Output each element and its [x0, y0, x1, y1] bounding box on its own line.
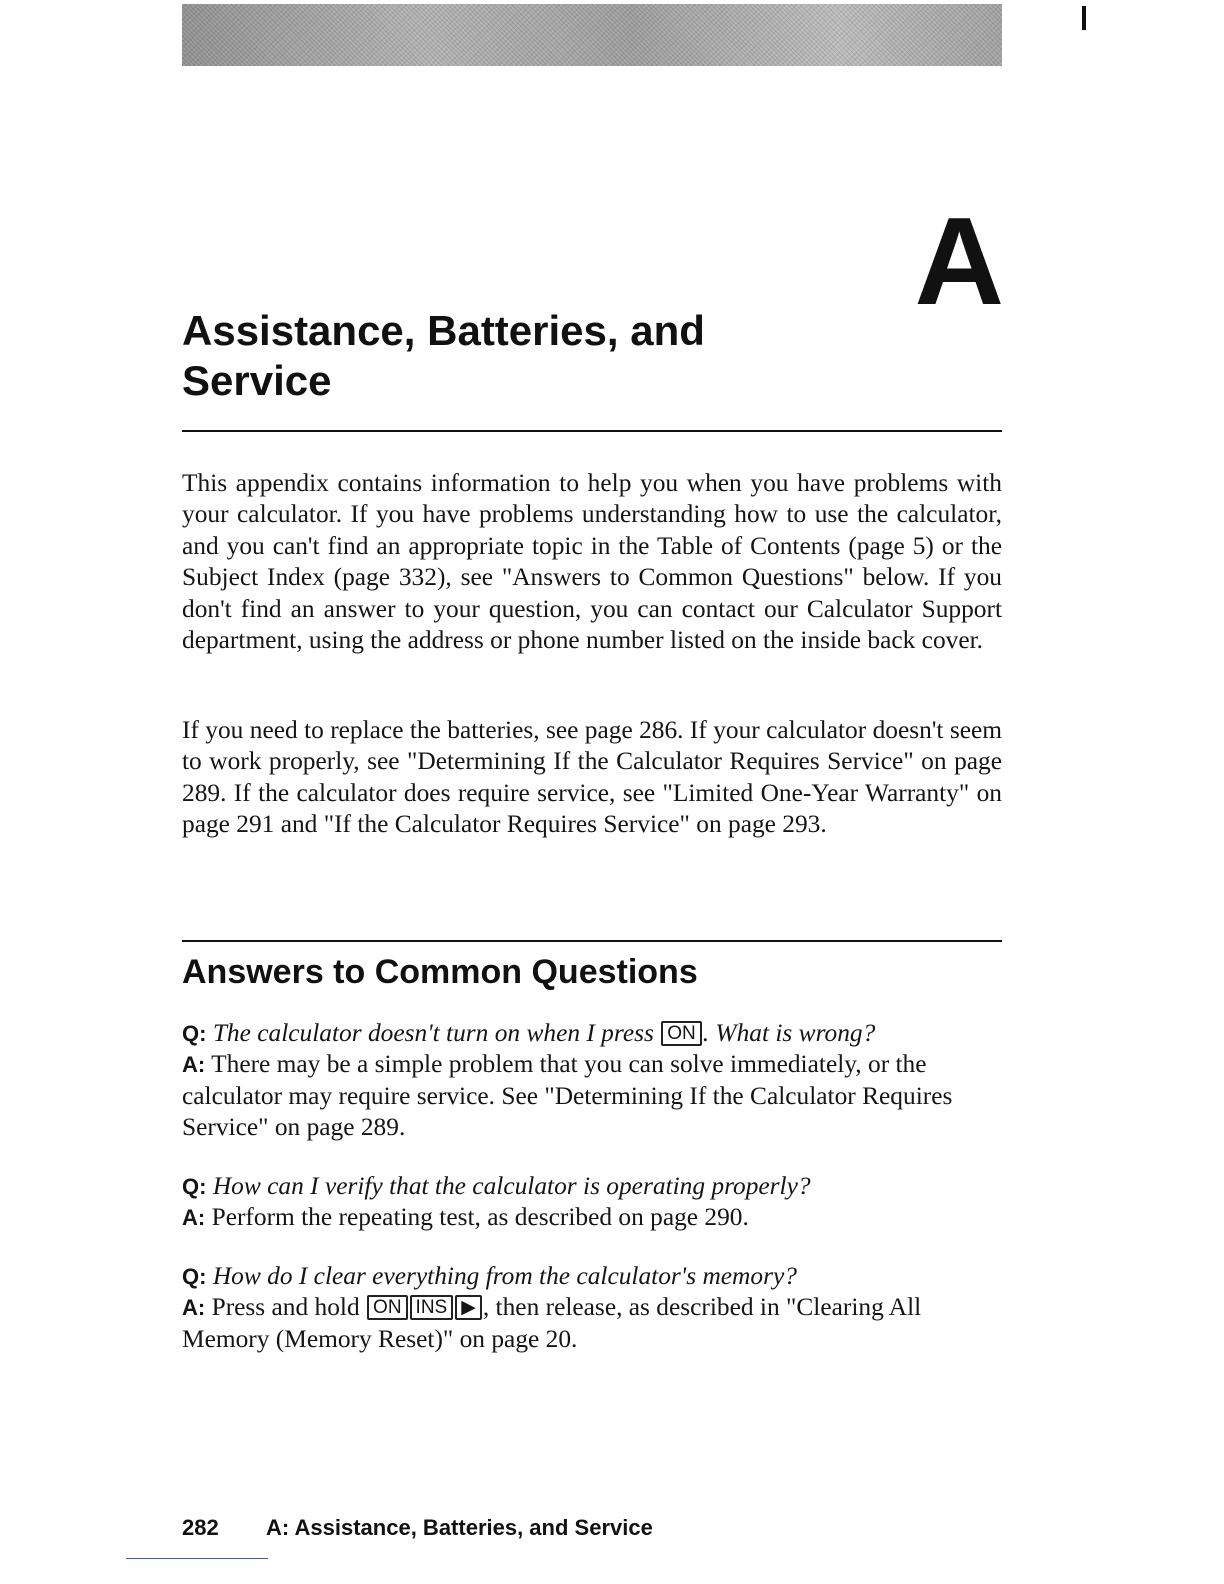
on-key: ON	[367, 1295, 408, 1320]
question-1	[182, 1018, 1002, 1049]
chapter-title	[182, 306, 902, 406]
answer-1-text: There may be a simple problem that you can solve immediately, or the calculator may require service. See "Determining If the Calculator Requires Service" on page 289.	[182, 1050, 953, 1142]
corner-tick-mark	[1082, 6, 1086, 30]
q-label: Q:	[182, 1021, 207, 1046]
answer-2-text: Perform the repeating test, as described on page 290.	[211, 1203, 749, 1232]
a-label: A:	[182, 1205, 206, 1231]
answer-3-text: Press and hold	[211, 1293, 360, 1322]
intro-paragraph-2: If you need to replace the batteries, see page 286. If your calculator doesn't seem to work properly, see "Determining If the Calculator Requires Service" on page 289. If the calculator does require service, see "Limited One-Year Warranty" on page 291 and "If the Calculator Requires Service" on page 293.	[182, 716, 1002, 839]
question-2-text: How can I verify that the calculator is operating properly?	[212, 1172, 811, 1200]
ins-key: INS	[410, 1295, 454, 1320]
a-label: A:	[182, 1052, 206, 1078]
qa-item-2	[182, 1171, 1002, 1234]
q-label: Q:	[182, 1174, 207, 1199]
question-1-tail: . What is wrong?	[702, 1019, 876, 1047]
a-label: A:	[182, 1295, 206, 1321]
answer-1	[182, 1049, 1002, 1143]
intro-paragraph-1: This appendix contains information to help you when you have problems with your calculator. If you have problems understanding how to use the calculator, and you can't find an appropriate topic in the Table of Contents (page 5) or the Subject Index (page 332), see "Answers to Common Questions" below. If you don't find an answer to your question, you can contact our Calculator Support department, using the address or phone number listed on the inside back cover.	[182, 469, 1002, 655]
answer-2	[182, 1202, 1002, 1233]
header-band	[182, 4, 1002, 66]
answer-3	[182, 1292, 1002, 1355]
page-number: 282	[182, 1515, 219, 1540]
title-rule	[182, 430, 1002, 432]
question-2	[182, 1171, 1002, 1202]
q-label: Q:	[182, 1264, 207, 1289]
chapter-letter: A	[914, 193, 1002, 331]
page-footer	[182, 1514, 1002, 1542]
section-title: Answers to Common Questions	[182, 953, 698, 991]
on-key: ON	[661, 1021, 702, 1046]
question-3-text: How do I clear everything from the calculator's memory?	[212, 1262, 797, 1290]
answer-3-tail: , then release, as described in "Clearing All Memory (Memory Reset)" on page 20.	[182, 1293, 922, 1353]
question-1-text: The calculator doesn't turn on when I press	[212, 1019, 654, 1047]
section-rule	[182, 940, 1002, 942]
right-arrow-key: ▶	[455, 1295, 482, 1320]
running-title: A: Assistance, Batteries, and Service	[266, 1515, 653, 1540]
qa-item-3	[182, 1261, 1002, 1355]
question-3	[182, 1261, 1002, 1292]
qa-item-1	[182, 1018, 1002, 1144]
footer-underline	[126, 1558, 268, 1559]
chapter-title-line2: Service	[182, 357, 332, 404]
chapter-title-line1: Assistance, Batteries, and	[182, 307, 705, 354]
